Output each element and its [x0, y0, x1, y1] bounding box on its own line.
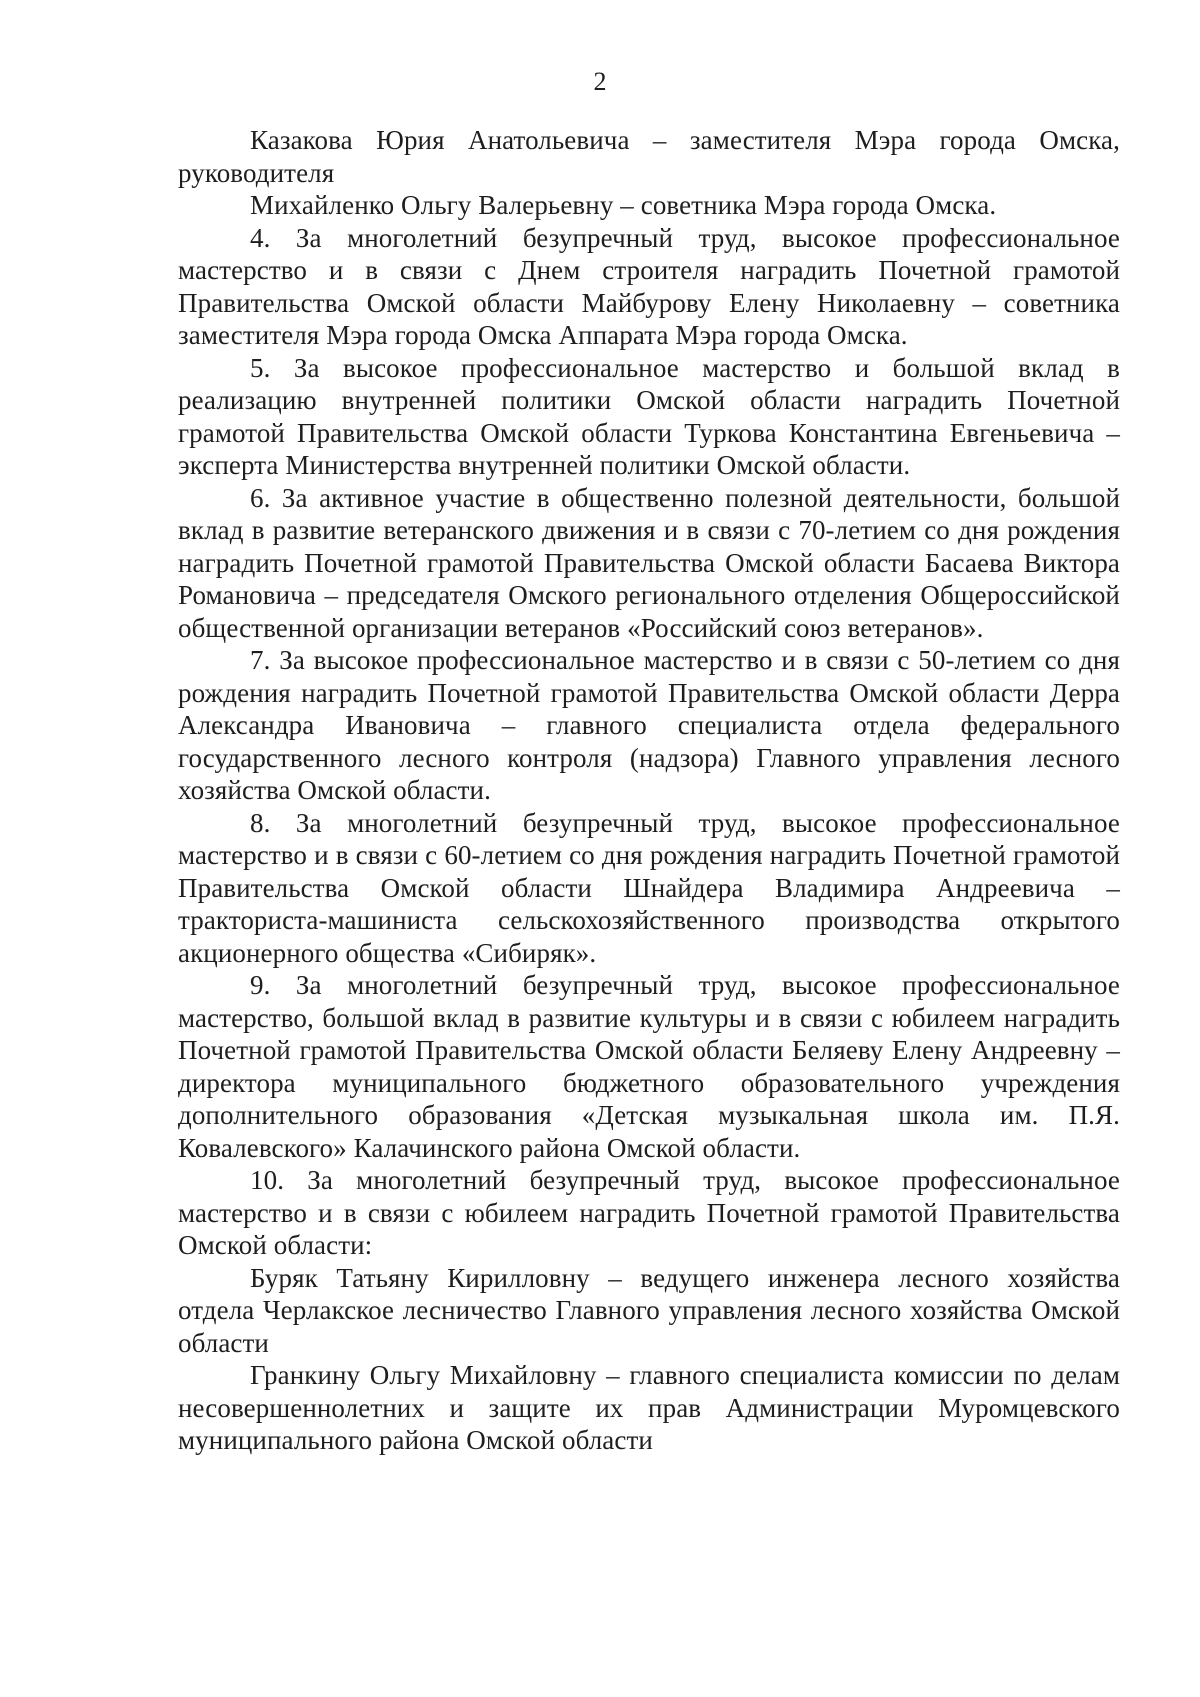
- paragraph-item-6: 6. За активное участие в общественно полезной деятельности, большой вклад в развитие ветеранского движения и в связи с 70-летием со дня рождения наградить Почетной грамотой Правительства Омской области Басаева Виктора Романовича – председателя Омского регионального отделения Общероссийской общественной организации ветеранов «Российский союз ветеранов».: [178, 482, 1120, 643]
- paragraph-item-7: 7. За высокое профессиональное мастерство и в связи с 50-летием со дня рождения наградить Почетной грамотой Правительства Омской области Дерра Александра Ивановича – главного специалиста отдела федерального государственного лесного контроля (надзора) Главного управления лесного хозяйства Омской области.: [178, 645, 1120, 805]
- paragraph-item-8: 8. За многолетний безупречный труд, высокое профессиональное мастерство и в связи с 60-летием со дня рождения наградить Почетной грамотой Правительства Омской области Шнайдера Владимира Андреевича – тракториста-машиниста сельскохозяйственного производства открытого акционерного общества «Сибиряк».: [178, 807, 1120, 968]
- document-body: [178, 124, 1120, 1457]
- paragraph-item-5: 5. За высокое профессиональное мастерство и большой вклад в реализацию внутренней политики Омской области наградить Почетной грамотой Правительства Омской области Туркова Константина Евгеньевича – эксперта Министерства внутренней политики Омской области.: [178, 352, 1120, 480]
- paragraph-item-4: 4. За многолетний безупречный труд, высокое профессиональное мастерство и в связи с Днем строителя наградить Почетной грамотой Правительства Омской области Майбурову Елену Николаевну – советника заместителя Мэра города Омска Аппарата Мэра города Омска.: [178, 222, 1120, 350]
- paragraph-mikhaylenko: Михайленко Ольгу Валерьевну – советника Мэра города Омска.: [250, 190, 997, 220]
- paragraph-item-9: 9. За многолетний безупречный труд, высокое профессиональное мастерство, большой вклад в развитие культуры и в связи с юбилеем наградить Почетной грамотой Правительства Омской области Беляеву Елену Андреевну – директора муниципального бюджетного образовательного учреждения дополнительного образования «Детская музыкальная школа им. П.Я. Ковалевского» Калачинского района Омской области.: [178, 970, 1120, 1163]
- paragraph-item-10: 10. За многолетний безупречный труд, высокое профессиональное мастерство и в связи с юбилеем наградить Почетной грамотой Правительства Омской области:: [178, 1165, 1120, 1260]
- paragraph-kazakov: Казакова Юрия Анатольевича – заместителя Мэра города Омска, руководителя: [178, 125, 1120, 188]
- paragraph-buryak: Буряк Татьяну Кирилловну – ведущего инженера лесного хозяйства отдела Черлакское лесничество Главного управления лесного хозяйства Омской области: [178, 1262, 1120, 1358]
- paragraph-grankina: Гранкину Ольгу Михайловну – главного специалиста комиссии по делам несовершеннолетних и защите их прав Администрации Муромцевского муниципального района Омской области: [178, 1360, 1120, 1455]
- page-number: 2: [593, 67, 607, 96]
